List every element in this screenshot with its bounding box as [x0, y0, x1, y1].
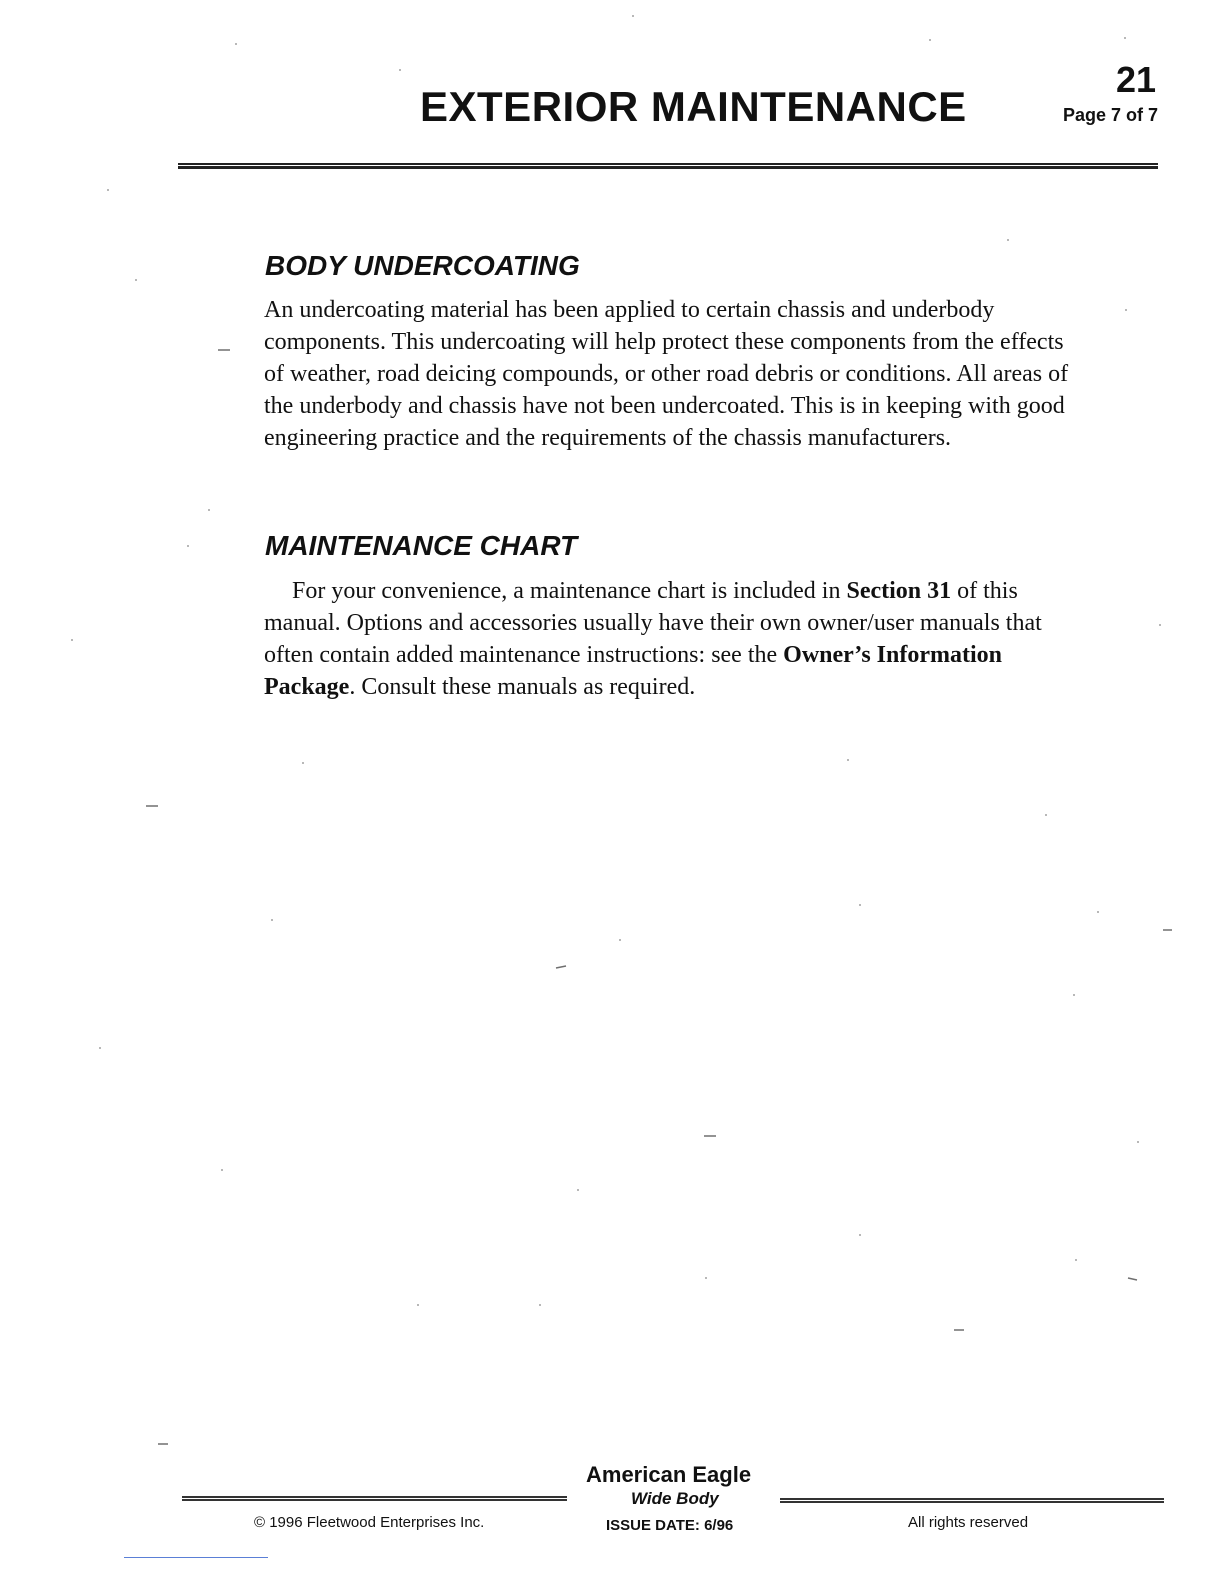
footer-model: Wide Body: [631, 1489, 719, 1508]
body-undercoating-paragraph: An undercoating material has been applied to certain chassis and underbody components. This undercoating will help protect these components from the effects of weather, road deicing compounds, or other road debris or conditions. All areas of the underbody and chassis have not been undercoated. This is in keeping with good engineering practice and the requirements of the chassis manufacturers.: [264, 297, 1069, 451]
footer-rights: All rights reserved: [908, 1514, 1029, 1531]
maintenance-chart-paragraph: [264, 575, 1084, 703]
scan-artifact-line: [124, 1557, 268, 1558]
footer-rule-left: [182, 1496, 567, 1501]
paragraph-text: of this manual. Options and accessories usually have their own owner/user manuals that often contain added maintenance instructions: see the: [264, 578, 1042, 668]
page-title: EXTERIOR MAINTENANCE: [420, 83, 967, 130]
section-heading-maintenance-chart: MAINTENANCE CHART: [265, 530, 578, 561]
paragraph-text: For your convenience, a maintenance chart is included in: [292, 578, 847, 604]
header-rule: [178, 163, 1158, 169]
owners-package-reference: Owner’s Information Package: [264, 642, 1003, 700]
footer-copyright: © 1996 Fleetwood Enterprises Inc.: [254, 1514, 485, 1531]
page-indicator: Page 7 of 7: [1062, 105, 1158, 125]
section-number: 21: [1115, 59, 1156, 100]
footer-rule-right: [780, 1498, 1164, 1503]
section-heading-body-undercoating: BODY UNDERCOATING: [265, 250, 580, 281]
footer-brand: American Eagle: [586, 1462, 752, 1487]
footer-issue-date: ISSUE DATE: 6/96: [606, 1517, 734, 1534]
paragraph-text: . Consult these manuals as required.: [349, 674, 696, 700]
section-reference: Section 31: [846, 578, 952, 604]
